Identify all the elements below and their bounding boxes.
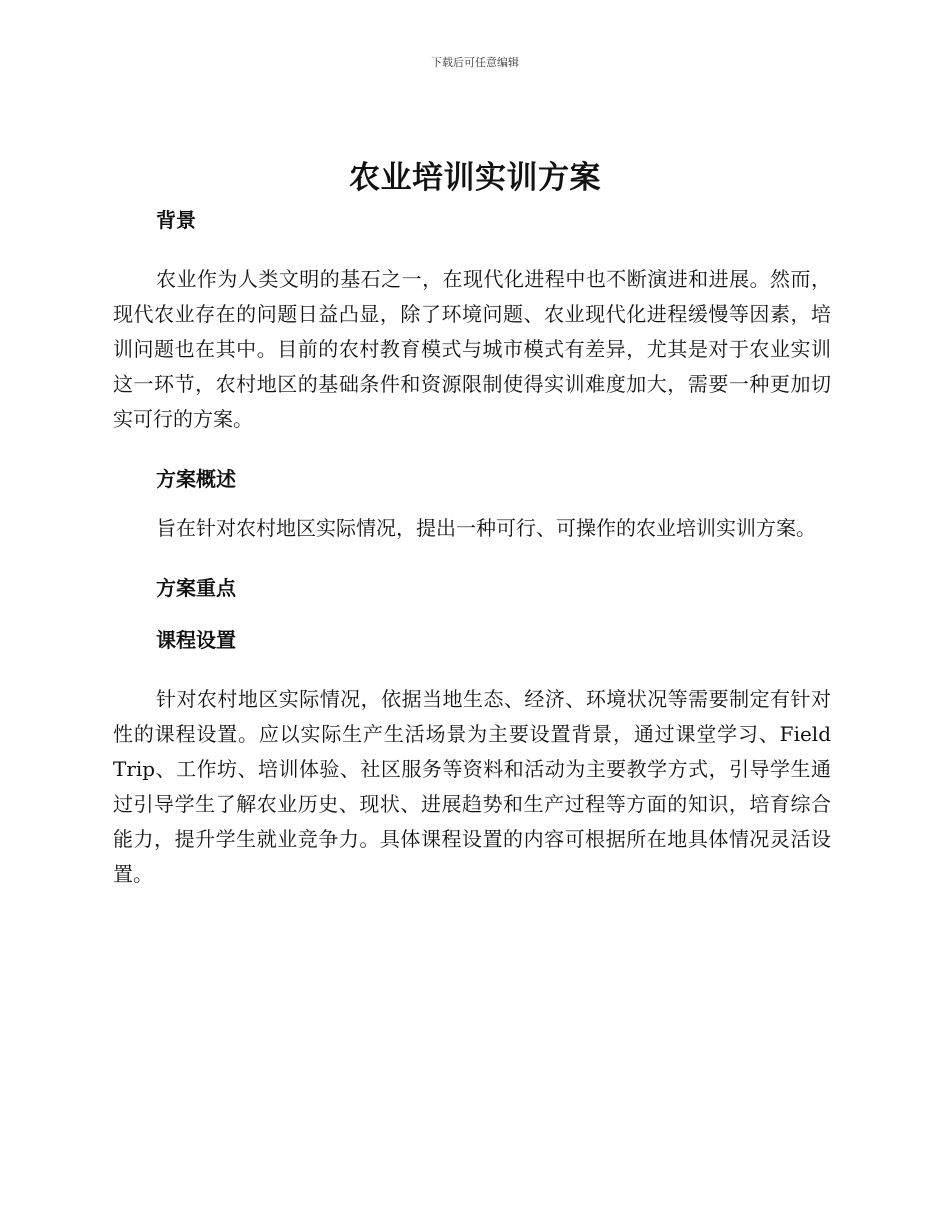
document-body (113, 200, 831, 892)
paragraph-curriculum: 针对农村地区实际情况，依据当地生态、经济、环境状况等需要制定有针对性的课程设置。应以实际生产生活场景为主要设置背景，通过课堂学习、Field Trip、工作坊、培训体验、社区服务等资料和活动为主要教学方式，引导学生通过引导学生了解农业历史、现状、进展趋势和生产过程等方面的知识，培育综合能力，提升学生就业竞争力。具体课程设置的内容可根据所在地具体情况灵活设置。 (113, 687, 831, 886)
header-note: 下载后可任意编辑 (431, 56, 519, 69)
section-heading-overview: 方案概述 (156, 467, 236, 491)
paragraph-background: 农业作为人类文明的基石之一，在现代化进程中也不断演进和进展。然而，现代农业存在的问题日益凸显，除了环境问题、农业现代化进程缓慢等因素，培训问题也在其中。目前的农村教育模式与城市模式有差异，尤其是对于农业实训这一环节，农村地区的基础条件和资源限制使得实训难度加大，需要一种更加切实可行的方案。 (113, 267, 831, 431)
section-heading-curriculum: 课程设置 (156, 628, 236, 652)
section-heading-background: 背景 (156, 208, 196, 232)
document-title: 农业培训实训方案 (349, 160, 601, 196)
paragraph-overview: 旨在针对农村地区实际情况，提出一种可行、可操作的农业培训实训方案。 (156, 516, 816, 540)
section-heading-key-points: 方案重点 (156, 576, 236, 600)
